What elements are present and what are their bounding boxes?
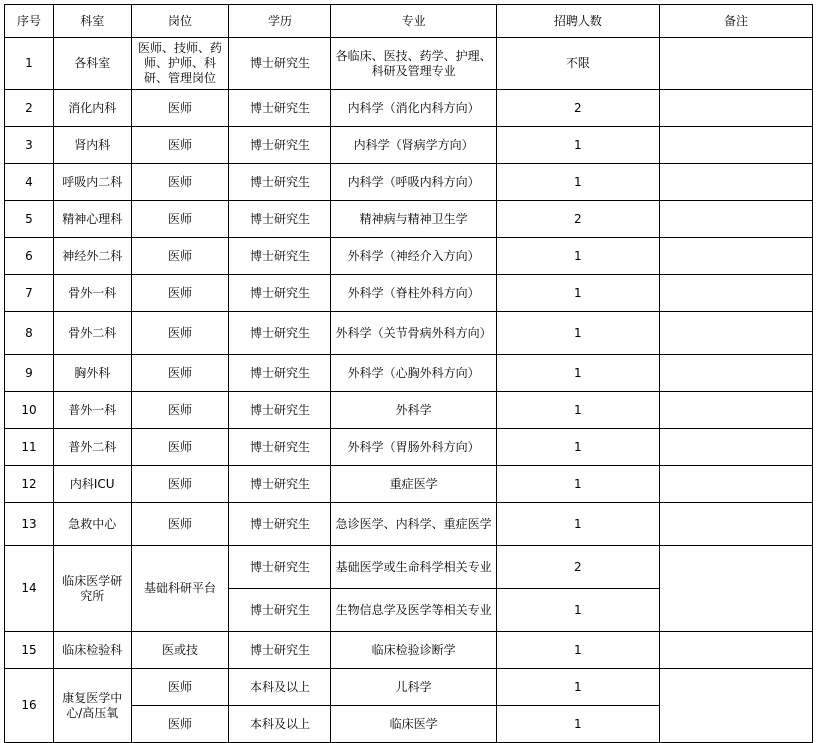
cell-no: 2 bbox=[5, 90, 54, 127]
cell-num: 1 bbox=[496, 589, 659, 632]
table-row bbox=[5, 669, 813, 706]
cell-major: 内科学（肾病学方向） bbox=[331, 127, 496, 164]
cell-no: 10 bbox=[5, 392, 54, 429]
cell-no: 12 bbox=[5, 466, 54, 503]
cell-num: 1 bbox=[496, 127, 659, 164]
cell-no: 5 bbox=[5, 201, 54, 238]
cell-edu: 博士研究生 bbox=[229, 164, 331, 201]
table-row bbox=[5, 503, 813, 546]
cell-dept: 消化内科 bbox=[53, 90, 131, 127]
cell-num: 1 bbox=[496, 429, 659, 466]
cell-note bbox=[659, 632, 812, 669]
cell-dept: 胸外科 bbox=[53, 355, 131, 392]
cell-major: 外科学（胃肠外科方向） bbox=[331, 429, 496, 466]
cell-note bbox=[659, 466, 812, 503]
cell-note bbox=[659, 90, 812, 127]
table-row bbox=[5, 546, 813, 589]
cell-num: 1 bbox=[496, 632, 659, 669]
cell-dept: 康复医学中心/高压氧 bbox=[53, 669, 131, 743]
header-cell-edu: 学历 bbox=[229, 5, 331, 38]
cell-no: 9 bbox=[5, 355, 54, 392]
cell-major: 重症医学 bbox=[331, 466, 496, 503]
cell-dept: 各科室 bbox=[53, 38, 131, 90]
header-cell-note: 备注 bbox=[659, 5, 812, 38]
cell-post: 医师 bbox=[131, 669, 229, 706]
cell-num: 1 bbox=[496, 669, 659, 706]
cell-dept: 神经外二科 bbox=[53, 238, 131, 275]
cell-edu: 博士研究生 bbox=[229, 90, 331, 127]
table-row bbox=[5, 127, 813, 164]
cell-edu: 博士研究生 bbox=[229, 466, 331, 503]
cell-note bbox=[659, 164, 812, 201]
cell-post: 医师、技师、药师、护师、科研、管理岗位 bbox=[131, 38, 229, 90]
cell-major: 精神病与精神卫生学 bbox=[331, 201, 496, 238]
table-row bbox=[5, 164, 813, 201]
header-cell-post: 岗位 bbox=[131, 5, 229, 38]
cell-major: 外科学（神经介入方向） bbox=[331, 238, 496, 275]
cell-major: 生物信息学及医学等相关专业 bbox=[331, 589, 496, 632]
cell-num: 1 bbox=[496, 238, 659, 275]
header-cell-no: 序号 bbox=[5, 5, 54, 38]
cell-major: 基础医学或生命科学相关专业 bbox=[331, 546, 496, 589]
cell-no: 1 bbox=[5, 38, 54, 90]
cell-edu: 博士研究生 bbox=[229, 201, 331, 238]
table-row bbox=[5, 392, 813, 429]
cell-edu: 博士研究生 bbox=[229, 238, 331, 275]
cell-post: 医师 bbox=[131, 392, 229, 429]
cell-no: 8 bbox=[5, 312, 54, 355]
cell-dept: 临床检验科 bbox=[53, 632, 131, 669]
cell-num: 1 bbox=[496, 275, 659, 312]
cell-note bbox=[659, 669, 812, 743]
cell-edu: 博士研究生 bbox=[229, 127, 331, 164]
cell-post: 医师 bbox=[131, 275, 229, 312]
table-row bbox=[5, 466, 813, 503]
recruitment-table-page bbox=[0, 4, 819, 731]
cell-edu: 本科及以上 bbox=[229, 669, 331, 706]
cell-note bbox=[659, 201, 812, 238]
cell-no: 11 bbox=[5, 429, 54, 466]
cell-edu: 博士研究生 bbox=[229, 38, 331, 90]
cell-num: 1 bbox=[496, 312, 659, 355]
cell-num: 不限 bbox=[496, 38, 659, 90]
table-body bbox=[5, 38, 813, 743]
cell-note bbox=[659, 429, 812, 466]
cell-no: 3 bbox=[5, 127, 54, 164]
cell-edu: 博士研究生 bbox=[229, 392, 331, 429]
cell-edu: 本科及以上 bbox=[229, 706, 331, 743]
table-row bbox=[5, 312, 813, 355]
table-row bbox=[5, 355, 813, 392]
cell-post: 医师 bbox=[131, 238, 229, 275]
cell-num: 2 bbox=[496, 546, 659, 589]
cell-dept: 普外一科 bbox=[53, 392, 131, 429]
cell-num: 2 bbox=[496, 90, 659, 127]
cell-note bbox=[659, 355, 812, 392]
cell-num: 1 bbox=[496, 503, 659, 546]
cell-post: 医或技 bbox=[131, 632, 229, 669]
header-cell-major: 专业 bbox=[331, 5, 496, 38]
cell-post: 医师 bbox=[131, 466, 229, 503]
cell-note bbox=[659, 38, 812, 90]
cell-post: 医师 bbox=[131, 164, 229, 201]
table-row bbox=[5, 90, 813, 127]
cell-dept: 骨外一科 bbox=[53, 275, 131, 312]
cell-major: 儿科学 bbox=[331, 669, 496, 706]
cell-dept: 精神心理科 bbox=[53, 201, 131, 238]
header-cell-num: 招聘人数 bbox=[496, 5, 659, 38]
header-cell-dept: 科室 bbox=[53, 5, 131, 38]
cell-note bbox=[659, 275, 812, 312]
cell-num: 1 bbox=[496, 164, 659, 201]
cell-num: 1 bbox=[496, 706, 659, 743]
cell-major: 急诊医学、内科学、重症医学 bbox=[331, 503, 496, 546]
cell-edu: 博士研究生 bbox=[229, 275, 331, 312]
cell-dept: 内科ICU bbox=[53, 466, 131, 503]
cell-major: 外科学（关节骨病外科方向） bbox=[331, 312, 496, 355]
cell-num: 2 bbox=[496, 201, 659, 238]
table-row bbox=[5, 275, 813, 312]
cell-post: 医师 bbox=[131, 706, 229, 743]
cell-edu: 博士研究生 bbox=[229, 589, 331, 632]
cell-major: 内科学（呼吸内科方向） bbox=[331, 164, 496, 201]
cell-major: 内科学（消化内科方向） bbox=[331, 90, 496, 127]
table-row bbox=[5, 38, 813, 90]
cell-edu: 博士研究生 bbox=[229, 632, 331, 669]
cell-post: 医师 bbox=[131, 90, 229, 127]
cell-edu: 博士研究生 bbox=[229, 355, 331, 392]
cell-post: 医师 bbox=[131, 312, 229, 355]
cell-edu: 博士研究生 bbox=[229, 429, 331, 466]
cell-dept: 急救中心 bbox=[53, 503, 131, 546]
cell-major: 外科学（脊柱外科方向） bbox=[331, 275, 496, 312]
cell-dept: 呼吸内二科 bbox=[53, 164, 131, 201]
table-row bbox=[5, 632, 813, 669]
cell-dept: 临床医学研究所 bbox=[53, 546, 131, 632]
cell-num: 1 bbox=[496, 466, 659, 503]
cell-post: 医师 bbox=[131, 429, 229, 466]
cell-post: 基础科研平台 bbox=[131, 546, 229, 632]
cell-major: 临床医学 bbox=[331, 706, 496, 743]
cell-note bbox=[659, 392, 812, 429]
cell-edu: 博士研究生 bbox=[229, 503, 331, 546]
cell-note bbox=[659, 127, 812, 164]
cell-note bbox=[659, 546, 812, 632]
cell-num: 1 bbox=[496, 392, 659, 429]
cell-no: 6 bbox=[5, 238, 54, 275]
cell-edu: 博士研究生 bbox=[229, 546, 331, 589]
header-row bbox=[5, 5, 813, 38]
table-row bbox=[5, 429, 813, 466]
cell-dept: 肾内科 bbox=[53, 127, 131, 164]
cell-num: 1 bbox=[496, 355, 659, 392]
cell-note bbox=[659, 503, 812, 546]
cell-major: 临床检验诊断学 bbox=[331, 632, 496, 669]
cell-post: 医师 bbox=[131, 355, 229, 392]
cell-no: 7 bbox=[5, 275, 54, 312]
cell-post: 医师 bbox=[131, 201, 229, 238]
cell-no: 16 bbox=[5, 669, 54, 743]
table-row bbox=[5, 201, 813, 238]
cell-post: 医师 bbox=[131, 127, 229, 164]
table-header bbox=[5, 5, 813, 38]
cell-major: 外科学（心胸外科方向） bbox=[331, 355, 496, 392]
cell-major: 外科学 bbox=[331, 392, 496, 429]
table-row bbox=[5, 238, 813, 275]
cell-major: 各临床、医技、药学、护理、科研及管理专业 bbox=[331, 38, 496, 90]
cell-no: 4 bbox=[5, 164, 54, 201]
cell-post: 医师 bbox=[131, 503, 229, 546]
cell-no: 15 bbox=[5, 632, 54, 669]
cell-dept: 骨外二科 bbox=[53, 312, 131, 355]
cell-edu: 博士研究生 bbox=[229, 312, 331, 355]
cell-no: 13 bbox=[5, 503, 54, 546]
cell-dept: 普外二科 bbox=[53, 429, 131, 466]
recruitment-table bbox=[4, 4, 813, 743]
cell-note bbox=[659, 238, 812, 275]
cell-no: 14 bbox=[5, 546, 54, 632]
cell-note bbox=[659, 312, 812, 355]
